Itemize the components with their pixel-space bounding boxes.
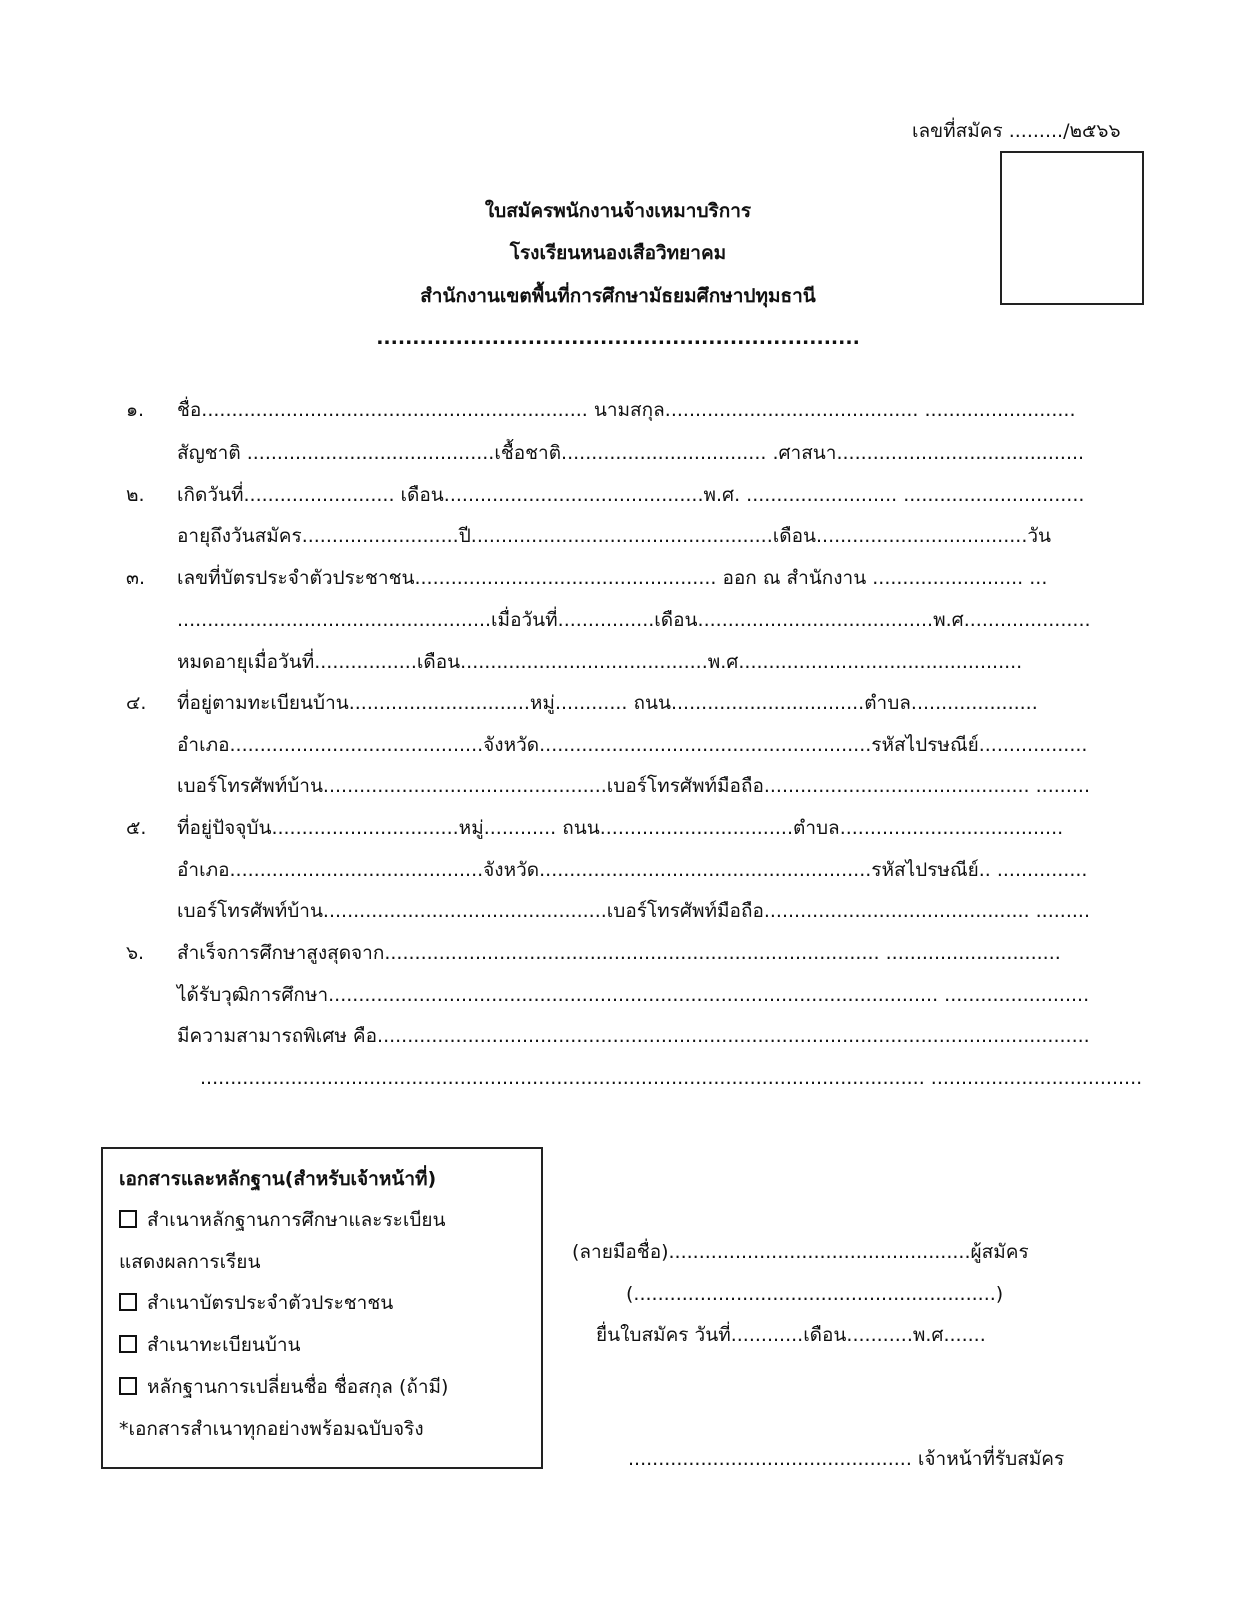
item-number-6: ๖. (126, 942, 145, 964)
checkbox-icon[interactable] (119, 1335, 137, 1353)
school-name: โรงเรียนหนองเสือวิทยาคม (509, 242, 727, 264)
officer-signature-line: ............................................... เจ้าหน้าที่รับสมัคร (628, 1448, 1065, 1470)
item-number-5: ๕. (126, 817, 147, 839)
current-address-line: ที่อยู่ปัจจุบัน...............................หมู่............ ถนน................................ตำบล..................................... (177, 817, 1064, 839)
nationality-field-line: สัญชาติ .........................................เชื้อชาติ.................................. .ศาสนา......................................... (177, 442, 1085, 464)
item-number-2: ๒. (126, 484, 145, 506)
item-number-1: ๑. (126, 399, 145, 421)
documents-note: *เอกสารสำเนาทุกอย่างพร้อมฉบับจริง (119, 1418, 424, 1440)
doc-item-house-registration (119, 1332, 301, 1358)
submission-date-line: ยื่นใบสมัคร วันที่............เดือน...........พ.ศ....... (596, 1324, 986, 1346)
office-name: สำนักงานเขตพื้นที่การศึกษามัธยมศึกษาปทุมธานี (420, 285, 816, 307)
checkbox-icon[interactable] (119, 1377, 137, 1395)
registered-address-line: ที่อยู่ตามทะเบียนบ้าน..............................หมู่............ ถนน................................ตำบล..................... (177, 692, 1038, 714)
education-line: สำเร็จการศึกษาสูงสุดจาก.................................................................................. ............................. (177, 942, 1061, 964)
current-district-line: อำเภอ..........................................จังหวัด.......................................................รหัสไปรษณีย์.. ............... (177, 859, 1088, 881)
special-skills-line: มีความสามารถพิเศษ คือ...................................................................................................................... (177, 1025, 1090, 1047)
item-number-4: ๔. (126, 692, 147, 714)
applicant-signature-line: (ลายมือชื่อ)..................................................ผู้สมัคร (572, 1241, 1029, 1263)
doc-item-education-cont: แสดงผลการเรียน (119, 1251, 261, 1273)
checkbox-icon[interactable] (119, 1210, 137, 1228)
id-issue-date-line: ....................................................เมื่อวันที่................เดือน.......................................พ.ศ..................... (177, 609, 1091, 631)
registered-phone-line: เบอร์โทรศัพท์บ้าน...............................................เบอร์โทรศัพท์มือถือ............................................ ......... (177, 775, 1090, 797)
form-title: ใบสมัครพนักงานจ้างเหมาบริการ (484, 200, 752, 222)
registered-district-line: อำเภอ..........................................จังหวัด.......................................................รหัสไปรษณีย์.................. (177, 734, 1088, 756)
id-expiry-line: หมดอายุเมื่อวันที่.................เดือน.........................................พ.ศ............................................... (177, 651, 1023, 673)
doc-item-label: สำเนาหลักฐานการศึกษาและระเบียน (147, 1209, 446, 1231)
doc-item-label: สำเนาบัตรประจำตัวประชาชน (147, 1292, 394, 1314)
special-skills-continuation-line: ........................................................................................................................ ................................... (200, 1067, 1143, 1089)
checkbox-icon[interactable] (119, 1293, 137, 1311)
application-number: เลขที่สมัคร ........./๒๕๖๖ (912, 120, 1121, 142)
doc-item-label: สำเนาทะเบียนบ้าน (147, 1334, 301, 1356)
doc-item-education (119, 1207, 446, 1233)
item-number-3: ๓. (126, 567, 146, 589)
documents-heading: เอกสารและหลักฐาน(สำหรับเจ้าหน้าที่) (119, 1168, 437, 1190)
doc-item-label: หลักฐานการเปลี่ยนชื่อ ชื่อสกุล (ถ้ามี) (147, 1376, 449, 1398)
documents-box (101, 1147, 543, 1469)
degree-line: ได้รับวุฒิการศึกษา..................................................................................................... ........................ (177, 984, 1090, 1006)
birthdate-field-line: เกิดวันที่......................... เดือน...........................................พ.ศ. ......................... .............................. (177, 484, 1085, 506)
doc-item-name-change (119, 1374, 448, 1400)
title-dotted-line: ................................................................... (376, 327, 860, 349)
name-field-line: ชื่อ................................................................ นามสกุล.......................................... ......................... (177, 399, 1076, 421)
doc-item-id-card (119, 1290, 393, 1316)
age-field-line: อายุถึงวันสมัคร..........................ปี..................................................เดือน...................................วัน (177, 525, 1052, 547)
applicant-name-paren: (............................................................) (626, 1283, 1004, 1305)
photo-box (1000, 151, 1144, 305)
current-phone-line: เบอร์โทรศัพท์บ้าน...............................................เบอร์โทรศัพท์มือถือ............................................ ......... (177, 900, 1090, 922)
id-card-field-line: เลขที่บัตรประจำตัวประชาชน.................................................. ออก ณ สำนักงาน ......................... ... (177, 567, 1048, 589)
